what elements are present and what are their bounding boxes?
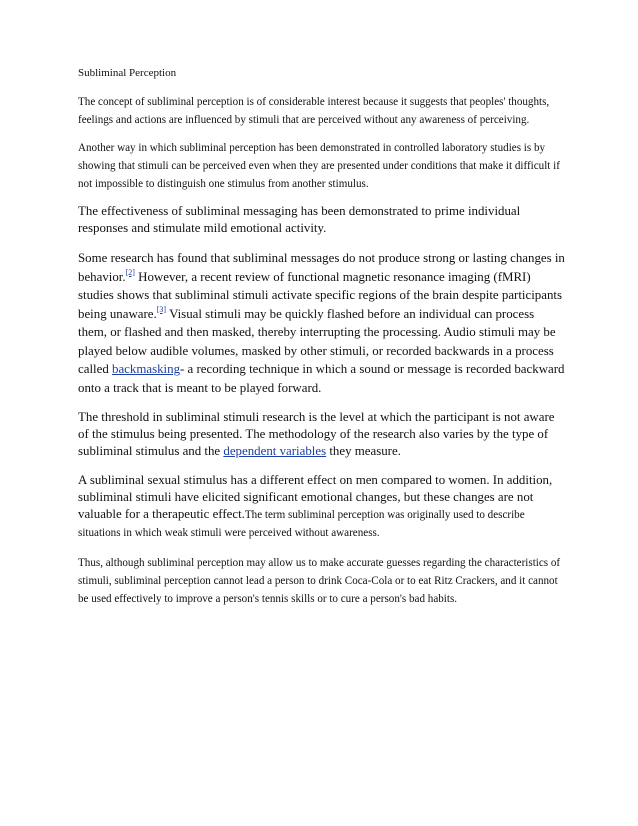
paragraph-sexual-stimulus — [78, 472, 566, 542]
paragraph-effectiveness: The effectiveness of subliminal messaging has been demonstrated to prime individual responses and stimulate mild emotional activity. — [78, 204, 521, 235]
paragraph-laboratory-studies: Another way in which subliminal perception has been demonstrated in controlled laboratory studies is by showing that stimuli can be perceived even when they are presented under conditions that make it difficult if not impossible to distinguish one stimulus from another stimulus. — [78, 142, 560, 190]
reference-3-link[interactable]: [3] — [156, 304, 167, 314]
document-title: Subliminal Perception — [78, 67, 177, 79]
paragraph-research — [78, 249, 566, 397]
paragraph-research-text-4: - a recording technique in which a sound or message is recorded backward onto a track that is meant to be played forward. — [78, 362, 565, 395]
paragraph-sexual-stimulus-text-1: A subliminal sexual stimulus has a different effect on men compared to women. In addition, subliminal stimuli have elicited significant emotional changes, but these changes are not valuable for a therapeutic effect. — [78, 473, 553, 521]
paragraph-threshold — [78, 409, 566, 460]
paragraph-research-text-2: However, a recent review of functional magnetic resonance imaging (fMRI) studies shows that subliminal stimuli activate specific regions of the brain despite participants being unaware. — [78, 269, 563, 321]
dependent-variables-link[interactable]: dependent variables — [223, 444, 327, 458]
paragraph-concept: The concept of subliminal perception is of considerable interest because it suggests that peoples' thoughts, feelings and actions are influenced by stimuli that are perceived without any awareness of perceiving. — [78, 96, 550, 126]
paragraph-research-text-3: Visual stimuli may be quickly flashed before an individual can process them, or flashed and then masked, thereby interrupting the processing. Audio stimuli may be played below audible volumes, masked by other stimuli, or recorded backwards in a process called — [78, 306, 556, 376]
paragraph-conclusion: Thus, although subliminal perception may allow us to make accurate guesses regarding the characteristics of stimuli, subliminal perception cannot lead a person to drink Coca-Cola or to eat Ritz Crackers, and it cannot be used effectively to improve a person's tennis skills or to cure a person's bad habits. — [78, 557, 561, 605]
paragraph-threshold-text-1: The threshold in subliminal stimuli research is the level at which the participant is not aware of the stimulus being presented. The methodology of the research also varies by the type of subliminal stimulus and the — [78, 410, 555, 458]
reference-2-link[interactable]: [2] — [125, 267, 135, 277]
document-page — [78, 66, 566, 618]
reference-2[interactable] — [126, 268, 135, 277]
paragraph-threshold-text-2: they measure. — [326, 444, 401, 458]
paragraph-research-text-1: Some research has found that subliminal messages do not produce strong or lasting changes in behavior. — [78, 251, 565, 284]
reference-3[interactable] — [157, 305, 166, 314]
backmasking-link[interactable]: backmasking — [112, 362, 181, 376]
paragraph-sexual-stimulus-text-2: The term subliminal perception was originally used to describe situations in which weak stimuli were perceived without awareness. — [78, 509, 525, 539]
